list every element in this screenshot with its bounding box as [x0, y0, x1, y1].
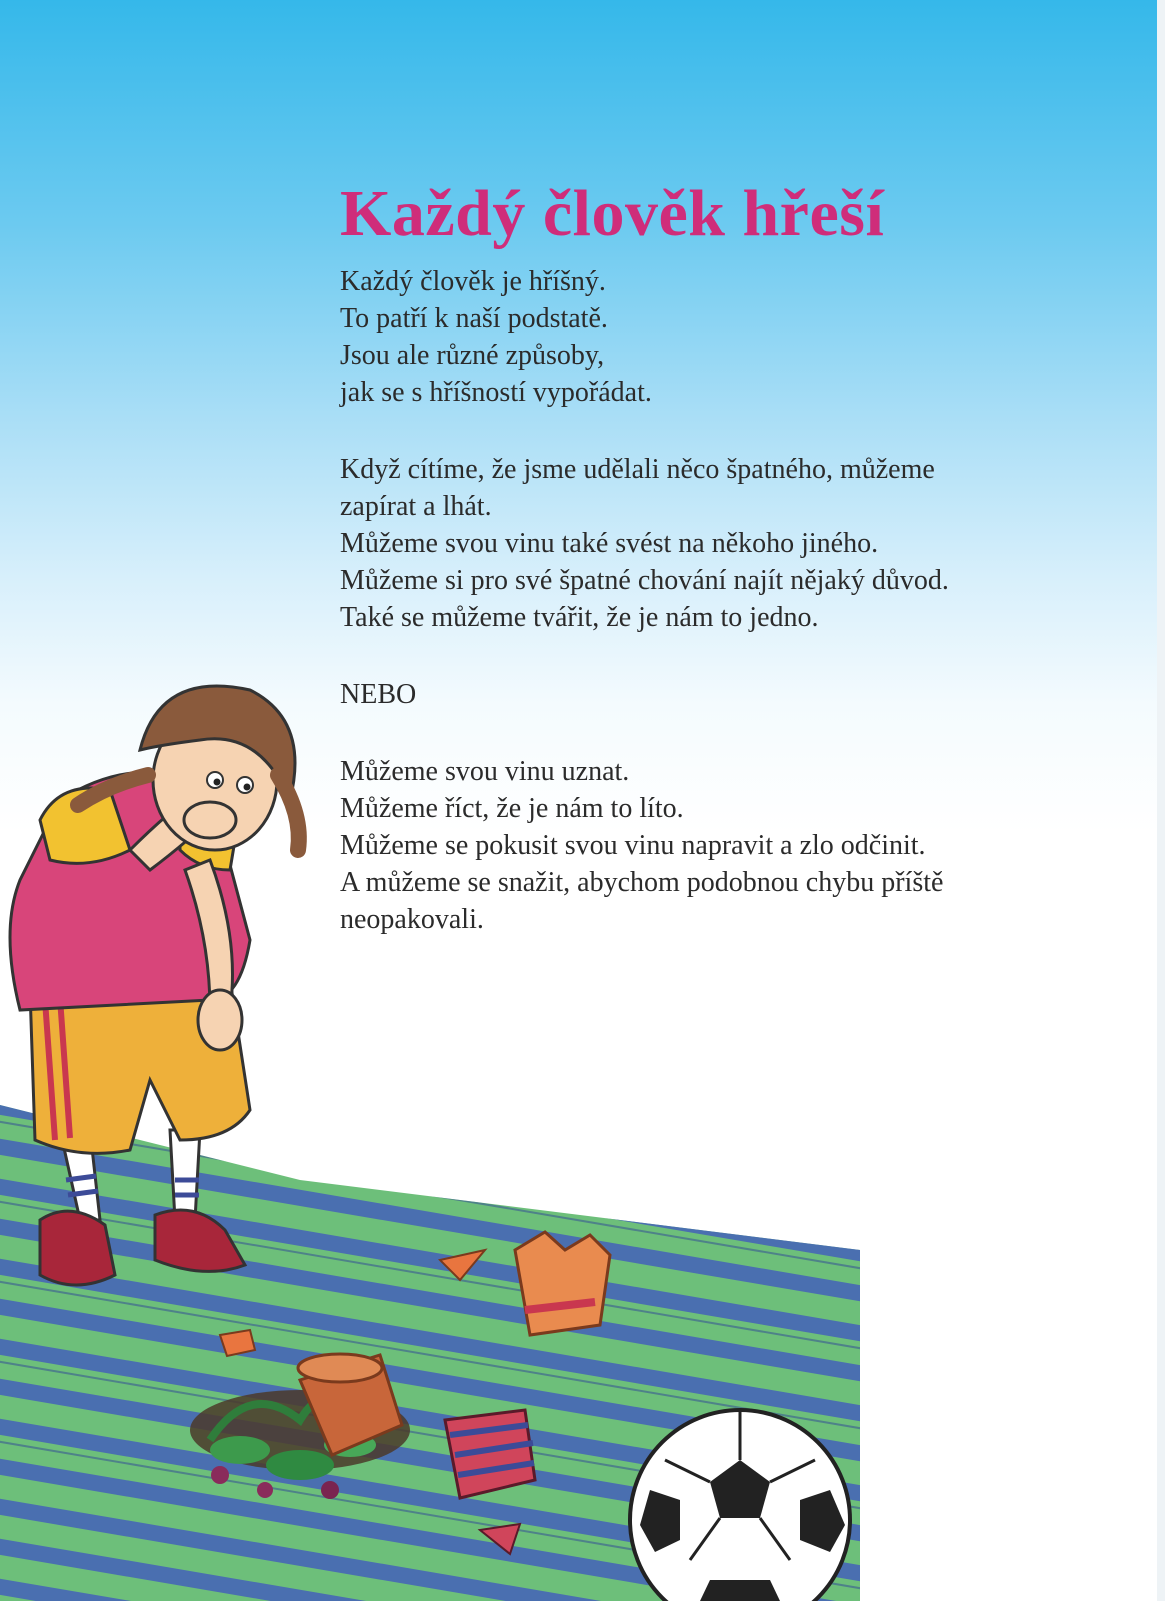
paragraph-denial	[340, 451, 1140, 636]
text-line: To patří k naší podstatě.	[340, 303, 608, 335]
text-line: A můžeme se snažit, abychom podobnou chybu příště	[340, 867, 944, 899]
text-line: Můžeme se pokusit svou vinu napravit a zlo odčinit.	[340, 830, 926, 862]
text-line: Když cítíme, že jsme udělali něco špatného, můžeme	[340, 454, 935, 486]
text-line: neopakovali.	[340, 904, 484, 936]
text-line: Můžeme říct, že je nám to líto.	[340, 793, 684, 825]
text-line: Můžeme svou vinu také svést na někoho jiného.	[340, 528, 879, 560]
text-line: Můžeme si pro své špatné chování najít nějaký důvod.	[340, 565, 949, 597]
page-edge	[1157, 0, 1165, 1601]
text-line: Jsou ale různé způsoby,	[340, 340, 605, 372]
page-title: Každý člověk hřeší	[340, 177, 885, 250]
text-line: Můžeme svou vinu uznat.	[340, 756, 630, 788]
girl-broken-flowerpot-illustration	[0, 660, 860, 1601]
text-line: jak se s hříšností vypořádat.	[340, 377, 652, 409]
text-line: Také se můžeme tvářit, že je nám to jedno.	[340, 602, 819, 634]
text-line: zapírat a lhát.	[340, 491, 492, 523]
text-line: NEBO	[340, 679, 417, 711]
text-line: Každý člověk je hříšný.	[340, 266, 606, 298]
paragraph-intro	[340, 263, 1140, 411]
